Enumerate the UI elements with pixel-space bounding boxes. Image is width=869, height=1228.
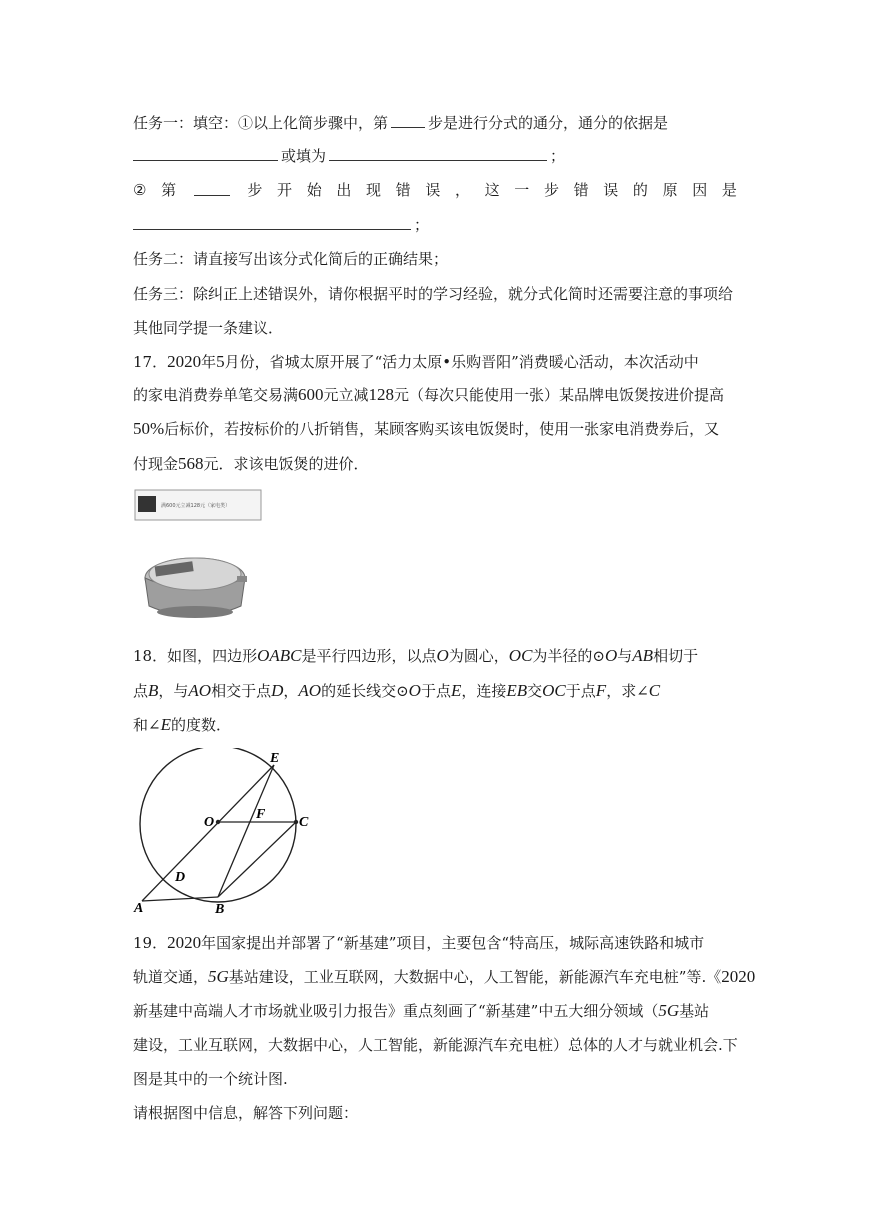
task1-text: ； (550, 147, 566, 165)
text: 元（每次只能使用一张）某品牌电饭煲按进价提高 (394, 386, 725, 404)
text: 和∠ (133, 716, 161, 734)
coupon-logo (138, 496, 156, 512)
text: 后标价，若按标价的八折销售，某顾客购买该电饭煲时，使用一张家电消费券后，又 (164, 420, 720, 438)
item-char: 现 (366, 181, 382, 199)
q17-line1 (133, 352, 737, 372)
math: OC (508, 646, 533, 665)
label-o: O (204, 815, 215, 830)
label-c: C (299, 815, 309, 830)
item-char: 误 (425, 181, 441, 199)
q17-line4 (133, 454, 737, 474)
answer-blank[interactable] (391, 112, 425, 128)
label-d: D (175, 870, 186, 885)
task1-text: 或填为 (281, 147, 327, 165)
label-f: F (256, 807, 266, 822)
text: 的度数． (170, 716, 231, 734)
task1-line1 (133, 112, 737, 133)
math: E (160, 715, 171, 734)
label-b: B (215, 902, 225, 916)
coupon-caption: 满600元立减128元（家电类） (161, 503, 231, 509)
text: 年 (201, 353, 217, 371)
text: 元立减 (323, 386, 369, 404)
q19-line1 (133, 933, 737, 953)
task1-text: 步是进行分式的通分，通分的依据是 (428, 114, 669, 132)
item-char: 开 (277, 181, 293, 199)
item-char: 错 (573, 181, 589, 199)
q19-line6: 请根据图中信息，解答下列问题： (133, 1104, 359, 1122)
number: 568 (178, 454, 204, 473)
number: 600 (298, 385, 324, 404)
item-char: 步 (247, 181, 263, 199)
item-char: 因 (692, 181, 708, 199)
text: 月份，省城太原开展了“活力太原•乐购晋阳”消费暖心活动，本次活动中 (224, 353, 699, 371)
number: 2020 (167, 933, 202, 952)
q19-line3 (133, 1001, 737, 1021)
item-char: 一 (514, 181, 530, 199)
math: E (450, 681, 462, 700)
text: ，连接 (461, 682, 507, 700)
task1-item2-line2 (133, 214, 737, 235)
math: O (605, 646, 618, 665)
q19-line4: 建设，工业互联网，大数据中心，人工智能，新能源汽车充电桩）总体的人才与就业机会.下 (133, 1036, 738, 1054)
text: ，求∠ (606, 682, 649, 700)
number: 128 (368, 385, 395, 404)
answer-blank[interactable] (133, 214, 411, 230)
item-char: 这 (484, 181, 500, 199)
question-number: 17． (133, 353, 168, 371)
line-eb (218, 765, 274, 897)
text: 付现金 (133, 455, 179, 473)
line-bc (218, 822, 296, 897)
text: 轨道交通， (133, 968, 209, 986)
math: O (436, 646, 449, 665)
item-char: 步 (543, 181, 559, 199)
math: AO (298, 681, 322, 700)
number: 2020 (167, 352, 202, 371)
task2-line: 任务二：请直接写出该分式化简后的正确结果； (133, 250, 449, 268)
item-char: 出 (336, 181, 352, 199)
answer-blank[interactable] (194, 180, 230, 196)
question-number: 19． (133, 934, 168, 952)
text: 是平行四边形，以点 (301, 647, 437, 665)
text: 于点 (420, 682, 451, 700)
answer-blank[interactable] (133, 145, 278, 161)
point-o (216, 820, 220, 824)
label-a: A (134, 901, 144, 916)
task3-line1: 任务三：除纠正上述错误外，请你根据平时的学习经验，就分式化简时还需要注意的事项给 (133, 285, 734, 303)
text: 新基建中高端人才市场就业吸引力报告》重点刻画了“新基建”中五大细分领域（ (133, 1002, 659, 1020)
q19-line5: 图是其中的一个统计图. (133, 1070, 288, 1088)
task1-line2 (133, 145, 737, 166)
text: 的家电消费券单笔交易满 (133, 386, 299, 404)
task1-text: ； (414, 216, 430, 234)
q19-line2 (133, 967, 756, 987)
math: AB (632, 646, 654, 665)
math: OABC (257, 646, 302, 665)
math: F (595, 681, 607, 700)
number: 2020 (721, 967, 756, 986)
number: 5G (208, 967, 229, 986)
text: 交 (527, 682, 543, 700)
item-char: 始 (306, 181, 322, 199)
q18-line2 (133, 681, 737, 701)
item-char: 原 (662, 181, 678, 199)
text: 18．如图，四边形 (133, 647, 258, 665)
math: C (648, 681, 661, 700)
item-char: 是 (721, 181, 737, 199)
point-c (294, 820, 298, 824)
text: 相交于点 (211, 682, 272, 700)
q17-line2 (133, 385, 737, 405)
item-char: ， (454, 181, 470, 199)
item-char: 第 (161, 181, 177, 199)
math: B (148, 681, 159, 700)
geometry-figure (132, 748, 322, 916)
number: 5 (216, 352, 225, 371)
task1-text: 任务一：填空：①以上化简步骤中，第 (133, 114, 389, 132)
math: D (271, 681, 284, 700)
text: 的延长线交⊙ (321, 682, 409, 700)
rice-cooker-image (133, 488, 263, 628)
math: EB (506, 681, 528, 700)
answer-blank[interactable] (329, 145, 547, 161)
text: 基站 (679, 1002, 710, 1020)
text: ， (283, 682, 299, 700)
text: 为圆心， (448, 647, 509, 665)
text: 基站建设，工业互联网，大数据中心，人工智能，新能源汽车充电桩”等.《 (228, 968, 722, 986)
label-e: E (270, 751, 280, 766)
number: 5G (658, 1001, 680, 1020)
text: 于点 (565, 682, 596, 700)
line-ab (142, 897, 218, 901)
task1-item2-line1 (133, 180, 737, 200)
q17-line3 (133, 419, 737, 439)
item-char: 的 (632, 181, 648, 199)
text: 相切于 (653, 647, 699, 665)
text: 与 (617, 647, 633, 665)
text: 为半径的⊙ (532, 647, 605, 665)
rice-cooker (145, 558, 247, 618)
q18-line1 (133, 646, 737, 666)
task3-line2: 其他同学提一条建议． (133, 319, 284, 337)
line-ae (142, 765, 274, 901)
math: O (408, 681, 421, 700)
item-char: ② (133, 181, 147, 199)
item-char: 错 (395, 181, 411, 199)
text: ，与 (158, 682, 189, 700)
text: 元．求该电饭煲的进价． (203, 455, 369, 473)
number: 50% (133, 419, 165, 438)
item-char: 误 (603, 181, 619, 199)
q18-line3 (133, 715, 737, 735)
math: OC (542, 681, 566, 700)
text: 年国家提出并部署了“新基建”项目，主要包含“特高压，城际高速铁路和城市 (201, 934, 705, 952)
math: AO (188, 681, 212, 700)
text: 点 (133, 682, 149, 700)
